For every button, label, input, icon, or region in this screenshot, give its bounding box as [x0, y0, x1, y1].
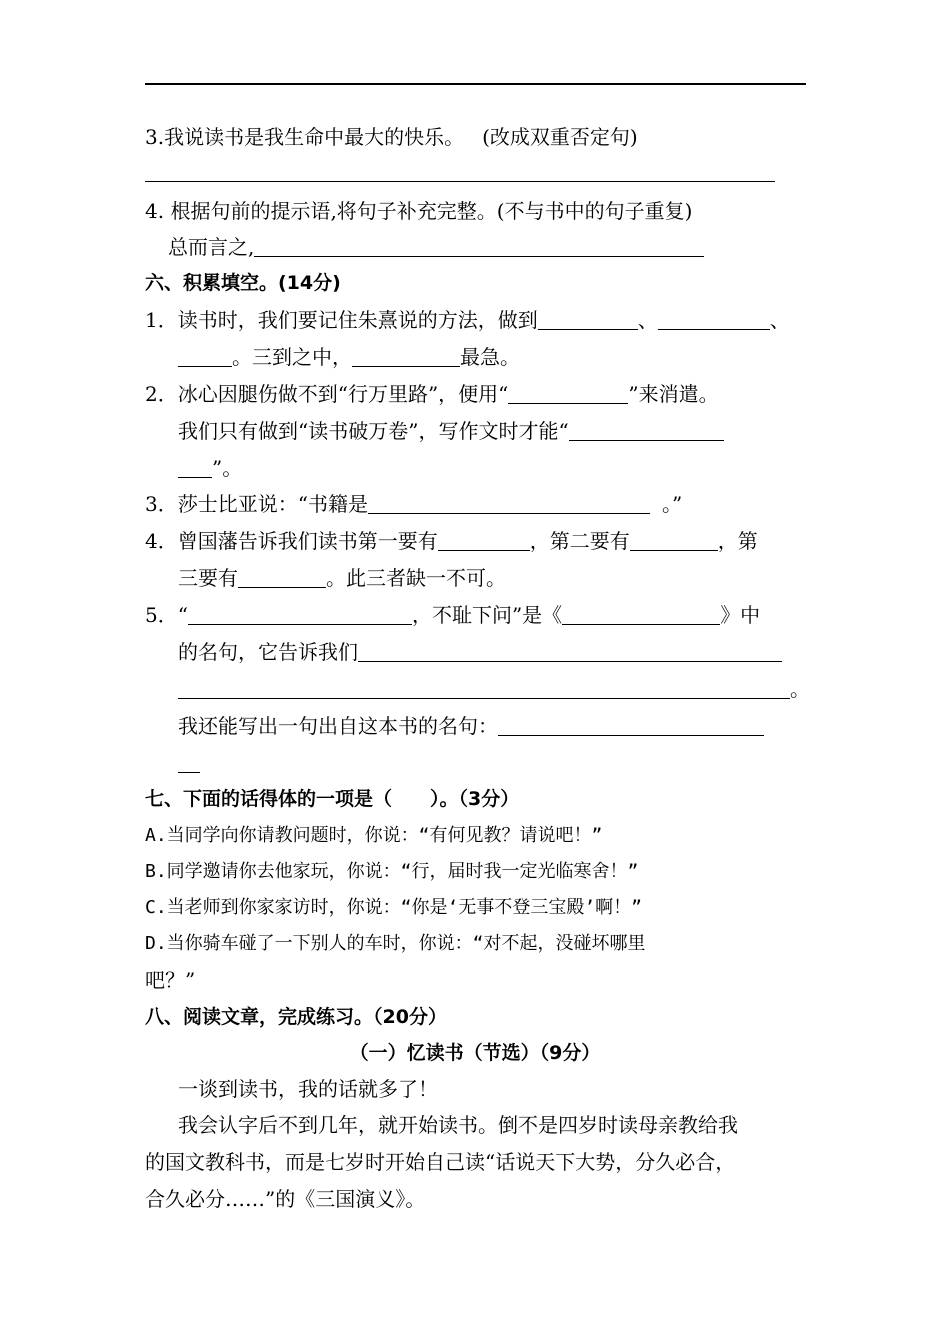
section-6-heading: 六、积累填空。(14分)	[145, 272, 341, 294]
s6-item4-line2: 三要有 。此三者缺一不可。	[178, 566, 506, 590]
question-5-3: 3.我说读书是我生命中最大的快乐。 (改成双重否定句)	[145, 125, 638, 149]
option-d[interactable]: D.当你骑车碰了一下别人的车时，你说：“对不起，没碰坏哪里	[145, 933, 646, 954]
question-5-4-prompt: 总而言之,	[168, 234, 704, 260]
s6-item5-line2: 的名句，它告诉我们	[178, 639, 782, 665]
option-c[interactable]: C.当老师到你家家访时，你说：“你是‘无事不登三宝殿’啊！”	[145, 897, 643, 918]
blank-4-3[interactable]	[238, 567, 326, 588]
blank-2-2-cont[interactable]	[178, 457, 212, 478]
blank-5-1[interactable]	[188, 604, 412, 625]
blank-5-3-cont[interactable]	[178, 678, 790, 699]
option-b[interactable]: B.同学邀请你去他家玩，你说：“行，届时我一定光临寒舍！”	[145, 861, 639, 882]
blank-2-2[interactable]	[569, 420, 724, 441]
s6-item2-line2: 我们只有做到“读书破万卷”，写作文时才能“	[178, 418, 724, 444]
passage-title: （一）忆读书（节选）（9分）	[349, 1042, 601, 1064]
header-rule	[145, 83, 806, 85]
passage-p2-line3: 合久必分……”的《三国演义》。	[145, 1187, 426, 1211]
passage-p2-line1: 我会认字后不到几年，就开始读书。倒不是四岁时读母亲教给我	[178, 1113, 738, 1137]
option-a[interactable]: A.当同学向你请教问题时，你说：“有何见教？请说吧！”	[145, 825, 603, 846]
s6-item2-line1: 2．冰心因腿伤做不到“行万里路”，便用“ ”来消遣。	[145, 382, 719, 406]
blank-3-1[interactable]	[368, 493, 650, 514]
s6-item3: 3．莎士比亚说：“书籍是 。”	[145, 492, 683, 516]
passage-p2-line2: 的国文教科书，而是七岁时开始自己读“话说天下大势，分久必合，	[145, 1150, 736, 1174]
blank-4-1[interactable]	[438, 530, 530, 551]
s6-item2-line3: ”。	[178, 455, 242, 481]
blank-1-1[interactable]	[538, 309, 638, 330]
section-8-heading: 八、阅读文章，完成练习。（20分）	[145, 1006, 447, 1028]
s6-item5-line1: 5．“ ，不耻下问”是《 》中	[145, 603, 761, 627]
blank-1-3[interactable]	[178, 346, 232, 367]
blank-1-4[interactable]	[352, 346, 460, 367]
answer-line-5-3[interactable]	[145, 181, 775, 182]
blank-5-4-cont[interactable]	[178, 752, 200, 773]
question-5-4: 4. 根据句前的提示语,将句子补充完整。(不与书中的句子重复)	[145, 199, 693, 223]
passage-p1: 一谈到读书，我的话就多了！	[178, 1077, 438, 1101]
option-d-cont: 吧？”	[145, 968, 196, 992]
s6-item1-line2: 。三到之中， 最急。	[178, 344, 520, 370]
blank-1-2[interactable]	[658, 309, 770, 330]
blank-5-2[interactable]	[562, 604, 720, 625]
s6-item4-line1: 4．曾国藩告诉我们读书第一要有 ，第二要有 ，第	[145, 529, 758, 553]
s6-item5-line5	[178, 750, 200, 776]
blank-4-2[interactable]	[630, 530, 718, 551]
s6-item5-line4: 我还能写出一句出自这本书的名句：	[178, 713, 764, 739]
s6-item5-line3: 。	[178, 676, 810, 702]
section-7-heading: 七、下面的话得体的一项是（ ）。（3分）	[145, 788, 520, 810]
blank-2-1[interactable]	[508, 383, 628, 404]
answer-blank-5-4[interactable]	[254, 236, 704, 257]
s6-item1-line1: 1．读书时，我们要记住朱熹说的方法，做到 、 、	[145, 308, 790, 332]
blank-5-3[interactable]	[358, 641, 782, 662]
blank-5-4[interactable]	[498, 715, 764, 736]
